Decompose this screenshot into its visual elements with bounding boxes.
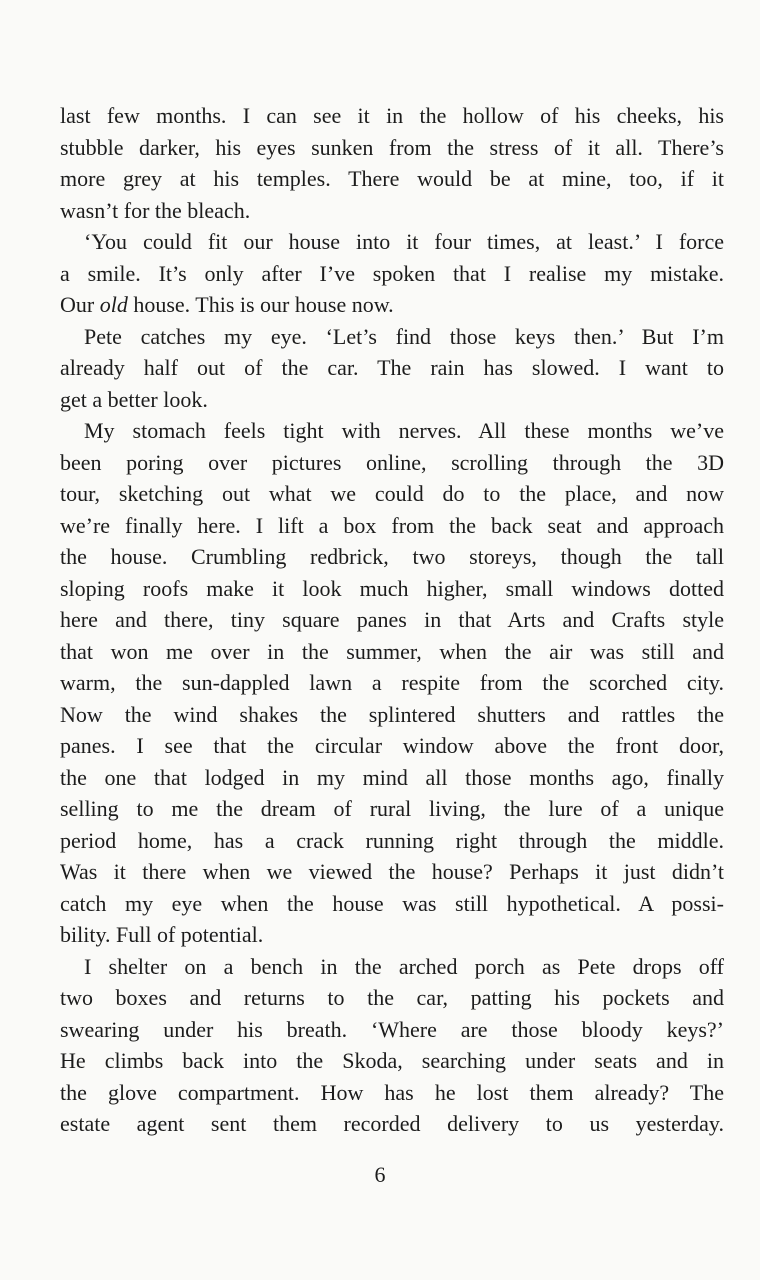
text-line: the glove compartment. How has he lost them already? The: [60, 1079, 724, 1105]
text-line: been poring over pictures online, scrolling through the 3D: [60, 449, 724, 475]
text-line: sloping roofs make it look much higher, small windows dotted: [60, 575, 724, 601]
text-line: Now the wind shakes the splintered shutters and rattles the: [60, 701, 724, 727]
text-line: selling to me the dream of rural living, the lure of a unique: [60, 796, 724, 821]
text-line: Pete catches my eye. ‘Let’s find those keys then.’ But I’m: [84, 323, 724, 349]
text-line: we’re finally here. I lift a box from the back seat and approach: [60, 512, 724, 538]
text-line: Was it there when we viewed the house? Perhaps it just didn’t: [60, 859, 724, 884]
text-line: last few months. I can see it in the hollow of his cheeks, his: [60, 103, 724, 128]
text-line: stubble darker, his eyes sunken from the stress of it all. There’s: [60, 134, 724, 160]
text-line: that won me over in the summer, when the air was still and: [60, 638, 724, 664]
text-line: the house. Crumbling redbrick, two storeys, though the tall: [60, 544, 724, 569]
text-line: period home, has a crack running right through the middle.: [60, 827, 724, 853]
text-line: panes. I see that the circular window above the front door,: [60, 733, 724, 758]
text-line: Our old house. This is our house now.: [60, 292, 394, 317]
text-line: My stomach feels tight with nerves. All these months we’ve: [84, 418, 724, 443]
text-line: already half out of the car. The rain has slowed. I want to: [60, 355, 724, 380]
text-line: bility. Full of potential.: [60, 922, 264, 947]
text-line: two boxes and returns to the car, patting his pockets and: [60, 985, 724, 1010]
text-line: catch my eye when the house was still hypothetical. A possi-: [60, 890, 724, 916]
text-line: warm, the sun-dappled lawn a respite from the scorched city.: [60, 670, 724, 695]
text-line: more grey at his temples. There would be at mine, too, if it: [60, 166, 724, 191]
text-line: estate agent sent them recorded delivery to us yesterday.: [60, 1111, 724, 1136]
text-line: ‘You could fit our house into it four times, at least.’ I force: [84, 229, 724, 254]
page-number: 6: [374, 1162, 386, 1187]
text-line: wasn’t for the bleach.: [60, 197, 251, 223]
text-line: swearing under his breath. ‘Where are those bloody keys?’: [60, 1016, 724, 1042]
text-line: the one that lodged in my mind all those months ago, finally: [60, 764, 724, 790]
text-line: He climbs back into the Skoda, searching under seats and in: [60, 1048, 724, 1073]
text-line: I shelter on a bench in the arched porch as Pete drops off: [84, 953, 724, 979]
text-line: a smile. It’s only after I’ve spoken that I realise my mistake.: [60, 260, 724, 286]
text-line: here and there, tiny square panes in that Arts and Crafts style: [60, 607, 724, 632]
text-line: get a better look.: [60, 386, 208, 412]
text-line: tour, sketching out what we could do to the place, and now: [60, 481, 724, 506]
body-text: [60, 100, 724, 1140]
